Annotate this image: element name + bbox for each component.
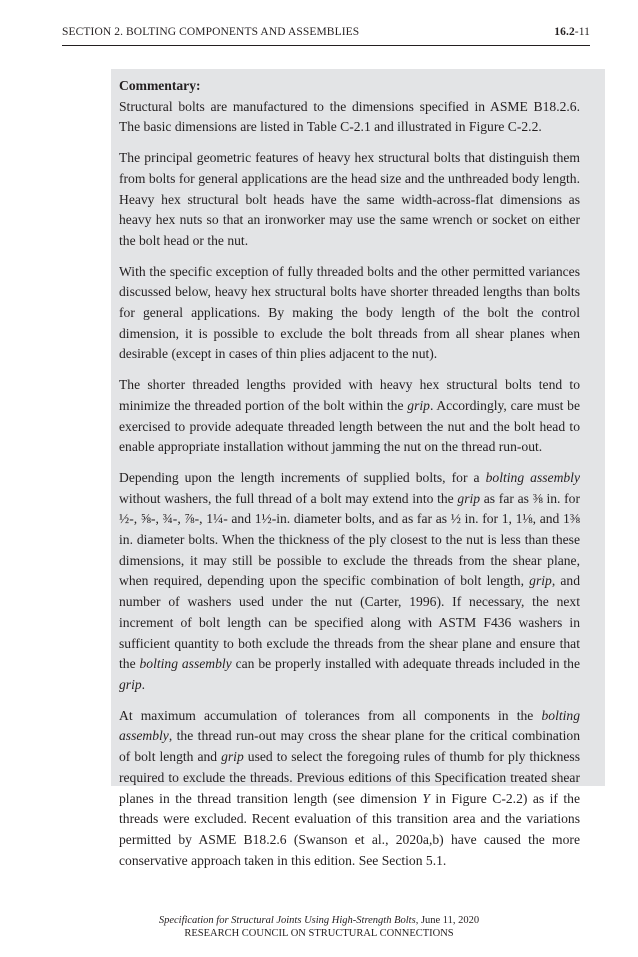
italic-term: bolting assembly	[119, 707, 580, 744]
page-number-suffix: -11	[574, 26, 590, 38]
commentary-paragraph	[119, 468, 580, 696]
text-run: .	[141, 676, 146, 692]
text-run: as far as ⅜ in. for ½-, ⅝-, ¾-, ⅞-, 1¼- and 1½-in. diameter bolts, and as far as ½ in. for 1, 1⅛, and 1⅜ in. diameter bolts. When the thickness of the ply closest to the nut is less than these dimensions, it may still be possible to exclude the threads from the shear plane, when required, depending upon the specific combination of bolt length,	[119, 490, 580, 589]
section-title: SECTION 2. BOLTING COMPONENTS AND ASSEMBLIES	[62, 26, 360, 38]
italic-term: grip	[457, 490, 481, 506]
commentary-paragraph	[119, 148, 580, 252]
commentary-paragraph	[119, 262, 580, 366]
page-footer	[0, 915, 638, 940]
text-run: without washers, the full thread of a bolt may extend into the	[119, 490, 458, 506]
commentary-paragraph	[119, 375, 580, 458]
commentary-heading: Commentary:	[119, 78, 201, 93]
text-run: At maximum accumulation of tolerances from all components in the	[119, 707, 542, 723]
italic-term: grip	[529, 573, 552, 589]
footer-citation	[0, 915, 638, 928]
text-run: Structural bolts are manufactured to the dimensions specified in ASME B18.2.6. The basic dimensions are listed in Table C-2.1 and illustrated in Figure C-2.2.	[119, 98, 580, 135]
text-run: The principal geometric features of heavy hex structural bolts that distinguish them from bolts for general applications are the head size and the unthreaded body length. Heavy hex structural bolt heads have the same width-across-flat dimensions as heavy hex nuts so that an ironworker may use the same wrench or socket on either the bolt head or the nut.	[119, 150, 580, 248]
commentary-box	[111, 69, 605, 868]
text-run: used to select the foregoing rules of thumb for ply thickness required to exclude the threads. Previous editions of this Specification treated shear planes in the thread transition length (see dimension	[119, 749, 580, 806]
commentary-paragraph	[119, 97, 580, 138]
text-run: Depending upon the length increments of supplied bolts, for a	[119, 469, 486, 485]
text-run: can be properly installed with adequate threads included in the	[231, 656, 580, 672]
italic-term: bolting assembly	[485, 469, 580, 485]
footer-title: Specification for Structural Joints Using High-Strength Bolts	[158, 915, 416, 926]
italic-term: Y	[422, 790, 430, 806]
footer-date: , June 11, 2020	[415, 915, 480, 926]
page-number-prefix: 16.2	[554, 26, 575, 38]
text-run: With the specific exception of fully threaded bolts and the other permitted variances discussed below, heavy hex structural bolts have shorter threaded lengths than bolts for general applications. By making the body length of the bolt the control dimension, it is possible to exclude the bolt threads from all shear planes when desirable (except in cases of thin plies adjacent to the nut).	[119, 263, 580, 362]
text-run: , the thread run-out may cross the shear plane for the critical combination of bolt length and	[119, 728, 580, 765]
commentary-body	[119, 97, 580, 872]
text-run: in Figure C-2.2) as if the threads were excluded. Recent evaluation of this transition area and the variations permitted by ASME B18.2.6 (Swanson et al., 2020a,b) have caused the more conservative approach taken in this edition. See Section 5.1.	[119, 790, 580, 868]
footer-organization: RESEARCH COUNCIL ON STRUCTURAL CONNECTIONS	[184, 927, 454, 939]
italic-term: grip	[221, 749, 244, 765]
italic-term: bolting assembly	[139, 656, 232, 672]
text-run: The shorter threaded lengths provided with heavy hex structural bolts tend to minimize the threaded portion of the bolt within the	[119, 377, 580, 413]
italic-term: grip	[119, 676, 142, 692]
header-rule	[62, 45, 590, 46]
page-number	[554, 26, 590, 38]
italic-term: grip	[407, 397, 430, 413]
text-run: . Accordingly, care must be exercised to provide adequate threaded length between the nut and the bolt head to enable appropriate installation without jamming the nut on the thread run-out.	[119, 397, 580, 455]
commentary-paragraph	[119, 706, 580, 872]
text-run: , and number of washers used under the nut (Carter, 1996). If necessary, the next increment of bolt length can be specified along with ASTM F436 washers in sufficient quantity to both exclude the threads from the shear plane and ensure that the	[119, 573, 580, 672]
